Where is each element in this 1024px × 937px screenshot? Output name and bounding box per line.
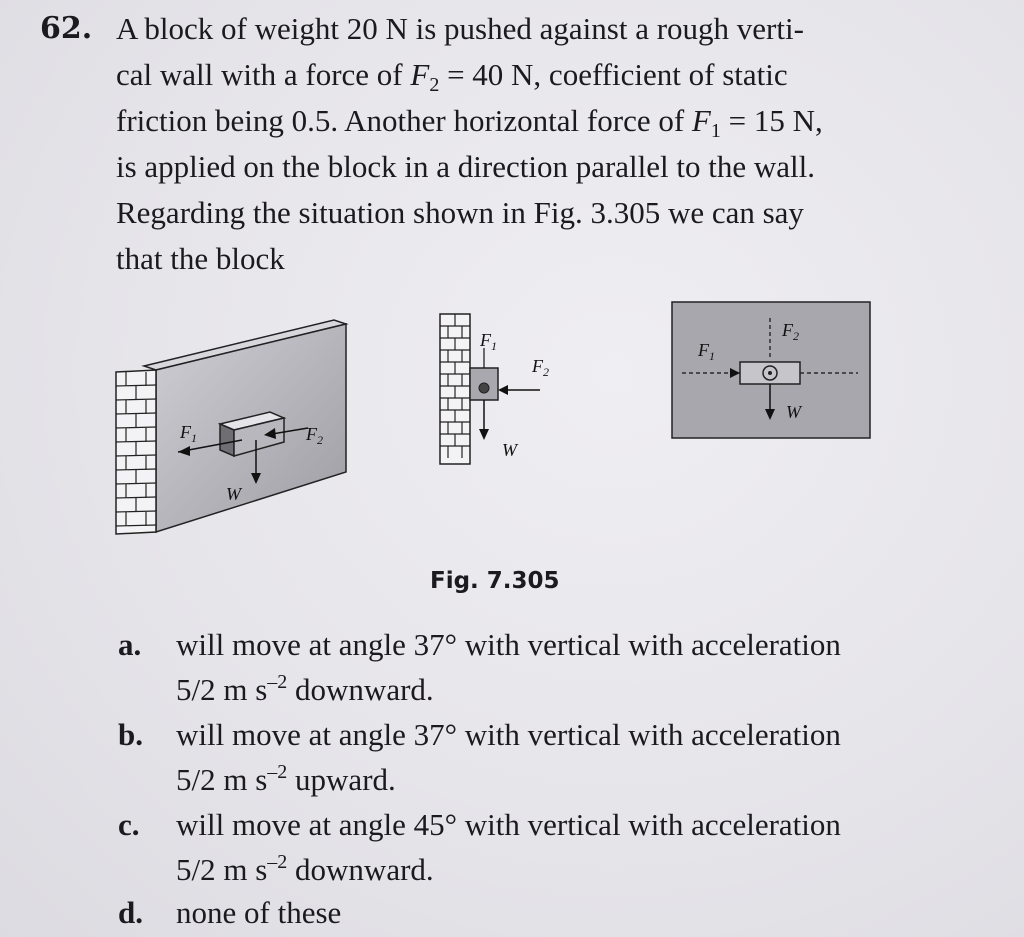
- option-letter: c.: [118, 807, 140, 842]
- option-body: [176, 802, 996, 892]
- f1-subscript: 1: [710, 120, 721, 142]
- option-c-line-1: will move at angle 45° with vertical with acceleration: [176, 807, 841, 842]
- option-a-exponent: –2: [267, 671, 288, 693]
- figure-wall-perspective: [112, 300, 382, 540]
- question-line-4: is applied on the block in a direction parallel to the wall.: [116, 149, 816, 184]
- option-b-exponent: –2: [267, 761, 288, 783]
- option-b-direction: upward.: [287, 762, 396, 797]
- figure-caption: Fig. 7.305: [430, 568, 560, 594]
- question-line-6: that the block: [116, 241, 285, 276]
- figure-wall-side: [436, 308, 576, 468]
- fig3-f2-label: $F_2$: [782, 320, 799, 343]
- option-body: [176, 622, 996, 712]
- question-line-2: [116, 52, 996, 98]
- f2-value: = 40 N, coefficient of static: [439, 57, 788, 92]
- option-c-value: 5/2 m s: [176, 852, 268, 887]
- option-d-line-1: none of these: [176, 895, 342, 930]
- fig1-w-label: W: [226, 484, 241, 504]
- question-line-2-text: cal wall with a force of: [116, 57, 403, 92]
- f2-symbol: F: [410, 57, 430, 92]
- option-b-line-1: will move at angle 37° with vertical with acceleration: [176, 717, 841, 752]
- option-a-value: 5/2 m s: [176, 672, 268, 707]
- figure-wall-front: [670, 300, 874, 442]
- question-number: 62.: [40, 11, 93, 46]
- f1-symbol: F: [691, 103, 711, 138]
- fig2-w-label: W: [502, 440, 517, 460]
- fig2-f2-label: $F_2$: [532, 356, 549, 379]
- option-letter: d.: [118, 895, 143, 930]
- fig1-f1-label: $F_1$: [180, 422, 197, 445]
- option-b-value: 5/2 m s: [176, 762, 268, 797]
- option-letter: b.: [118, 717, 143, 752]
- option-c-direction: downward.: [287, 852, 434, 887]
- question-line-3: [116, 98, 996, 144]
- option-a-direction: downward.: [287, 672, 434, 707]
- option-b-line-2: [176, 757, 996, 802]
- fig1-f2-label: $F_2$: [306, 424, 323, 447]
- question-line-1: A block of weight 20 N is pushed against a rough verti-: [116, 11, 804, 46]
- option-a-line-2: [176, 667, 996, 712]
- fig2-f1-label: $F_1$: [480, 330, 497, 353]
- option-c-line-2: [176, 847, 996, 892]
- f1-value: = 15 N,: [720, 103, 823, 138]
- question-line-5: Regarding the situation shown in Fig. 3.305 we can say: [116, 195, 804, 230]
- fig3-w-label: W: [786, 402, 801, 422]
- f2-subscript: 2: [429, 74, 440, 96]
- option-body: [176, 712, 996, 802]
- fig3-f1-label: $F_1$: [698, 340, 715, 363]
- option-body: [176, 890, 996, 935]
- option-a-line-1: will move at angle 37° with vertical with acceleration: [176, 627, 841, 662]
- question-text: [116, 6, 996, 282]
- option-letter: a.: [118, 627, 142, 662]
- question-line-3-text: friction being 0.5. Another horizontal force of: [116, 103, 685, 138]
- option-c-exponent: –2: [267, 851, 288, 873]
